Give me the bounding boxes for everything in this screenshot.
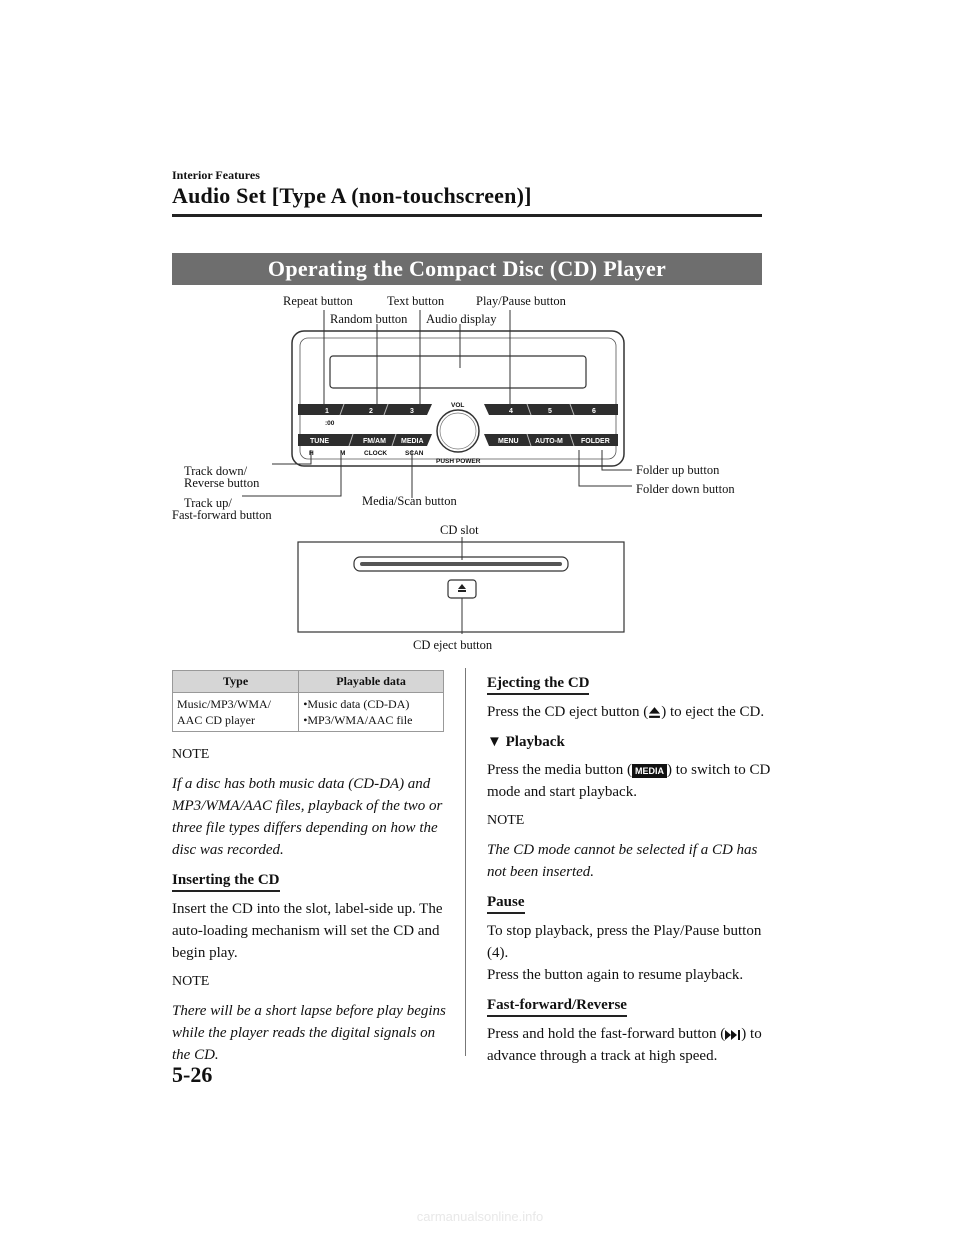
- title-rule: [172, 214, 762, 217]
- data-line-2: MP3/WMA/AAC file: [307, 713, 413, 727]
- h-label: H: [309, 450, 314, 457]
- callout-random: Random button: [330, 312, 408, 326]
- playback-heading: [487, 731, 772, 753]
- callout-cd-eject: CD eject button: [413, 638, 493, 652]
- type-line-2: AAC CD player: [177, 713, 255, 727]
- ejecting-text-pre: Press the CD eject button (: [487, 704, 649, 720]
- vol-label: VOL: [451, 402, 465, 409]
- playback-body: [487, 759, 772, 803]
- note-heading: NOTE: [172, 974, 210, 989]
- table-header-type: Type: [173, 671, 299, 693]
- callout-folder-up: Folder up button: [636, 463, 720, 477]
- fast-forward-icon: [725, 1029, 741, 1041]
- callout-text: Text button: [387, 294, 445, 308]
- playback-text-post: ) to switch to CD mode and start playback.: [487, 762, 771, 800]
- table-cell-type: [173, 693, 299, 732]
- pause-heading: Pause: [487, 892, 525, 914]
- table-row: [173, 693, 444, 732]
- table-header-row: [173, 671, 444, 693]
- playable-data-table: [172, 670, 444, 732]
- eject-icon: [648, 706, 661, 719]
- ff-text-post: ) to advance through a track at high speed.: [487, 1026, 762, 1064]
- page-title: Audio Set [Type A (non-touchscreen)]: [172, 183, 532, 208]
- page-number: 5-26: [172, 1062, 213, 1087]
- ff-body: [487, 1023, 772, 1067]
- preset-6-label: 6: [592, 408, 596, 415]
- triangle-down-icon: ▼: [487, 734, 502, 750]
- section-banner: Operating the Compact Disc (CD) Player: [172, 253, 762, 285]
- media-icon-text: MEDIA: [634, 765, 664, 776]
- folder-label: FOLDER: [581, 438, 610, 445]
- preset-5-label: 5: [548, 408, 552, 415]
- preset-1-label: 1: [325, 408, 329, 415]
- audio-display: [330, 356, 586, 388]
- colon00-label: :00: [325, 420, 335, 427]
- footer-watermark: carmanualsonline.info: [416, 1209, 544, 1224]
- inserting-body: Insert the CD into the slot, label-side up. The auto-loading mechanism will set the CD and begin play.: [172, 901, 443, 961]
- callout-media-scan: Media/Scan button: [362, 494, 457, 508]
- inserting-heading: Inserting the CD: [172, 870, 280, 892]
- callout-track-up-1: Track up/: [184, 496, 232, 510]
- table-header-playable: Playable data: [299, 671, 444, 693]
- tune-label: TUNE: [310, 438, 330, 445]
- right-column: [487, 672, 772, 1075]
- playback-text-pre: Press the media button (: [487, 762, 632, 778]
- note-body: The CD mode cannot be selected if a CD has not been inserted.: [487, 842, 758, 880]
- volume-knob: [437, 410, 479, 452]
- ejecting-body: [487, 701, 772, 723]
- ejecting-heading: Ejecting the CD: [487, 673, 589, 695]
- preset-3-label: 3: [410, 408, 414, 415]
- m-label: M: [340, 450, 346, 457]
- note-body: There will be a short lapse before play begins while the player reads the digital signals on the CD.: [172, 1003, 446, 1063]
- type-line-1: Music/MP3/WMA/: [177, 697, 272, 711]
- callout-repeat: Repeat button: [283, 294, 353, 308]
- note-heading: NOTE: [487, 813, 525, 828]
- callout-play-pause: Play/Pause button: [476, 294, 566, 308]
- media-label: MEDIA: [401, 438, 424, 445]
- note-heading: NOTE: [172, 747, 210, 762]
- section-label: Interior Features: [172, 168, 260, 182]
- callout-audio-display: Audio display: [426, 312, 497, 326]
- callout-track-up-2: Fast-forward button: [172, 508, 272, 522]
- preset-4-label: 4: [509, 408, 513, 415]
- fmam-label: FM/AM: [363, 438, 386, 445]
- media-button-icon: [632, 764, 667, 778]
- callout-cd-slot: CD slot: [440, 523, 479, 537]
- table-cell-data: •Music data (CD-DA) •MP3/WMA/AAC file: [299, 693, 444, 732]
- left-column: [172, 745, 457, 1074]
- ff-heading: Fast-forward/Reverse: [487, 995, 627, 1017]
- column-divider: [465, 668, 466, 1056]
- playback-heading-text: Playback: [505, 734, 565, 750]
- note-body: If a disc has both music data (CD-DA) and MP3/WMA/AAC files, playback of the two or three file types differs depending on how the disc was recorded.: [172, 776, 443, 858]
- clock-label: CLOCK: [364, 450, 388, 457]
- callout-track-down-1: Track down/: [184, 464, 248, 478]
- preset-2-label: 2: [369, 408, 373, 415]
- data-line-1: Music data (CD-DA): [307, 697, 410, 711]
- auto-m-label: AUTO-M: [535, 438, 563, 445]
- ejecting-text-post: ) to eject the CD.: [661, 704, 765, 720]
- pause-body-1: To stop playback, press the Play/Pause button (4).: [487, 923, 762, 961]
- callout-folder-down: Folder down button: [636, 482, 735, 496]
- scan-label: SCAN: [405, 450, 424, 457]
- ff-text-pre: Press and hold the fast-forward button (: [487, 1026, 726, 1042]
- audio-unit-diagram: [172, 288, 762, 658]
- pause-body-2: Press the button again to resume playback.: [487, 967, 744, 983]
- push-power-label: PUSH POWER: [436, 458, 481, 465]
- callout-track-down-2: Reverse button: [184, 476, 260, 490]
- menu-label: MENU: [498, 438, 519, 445]
